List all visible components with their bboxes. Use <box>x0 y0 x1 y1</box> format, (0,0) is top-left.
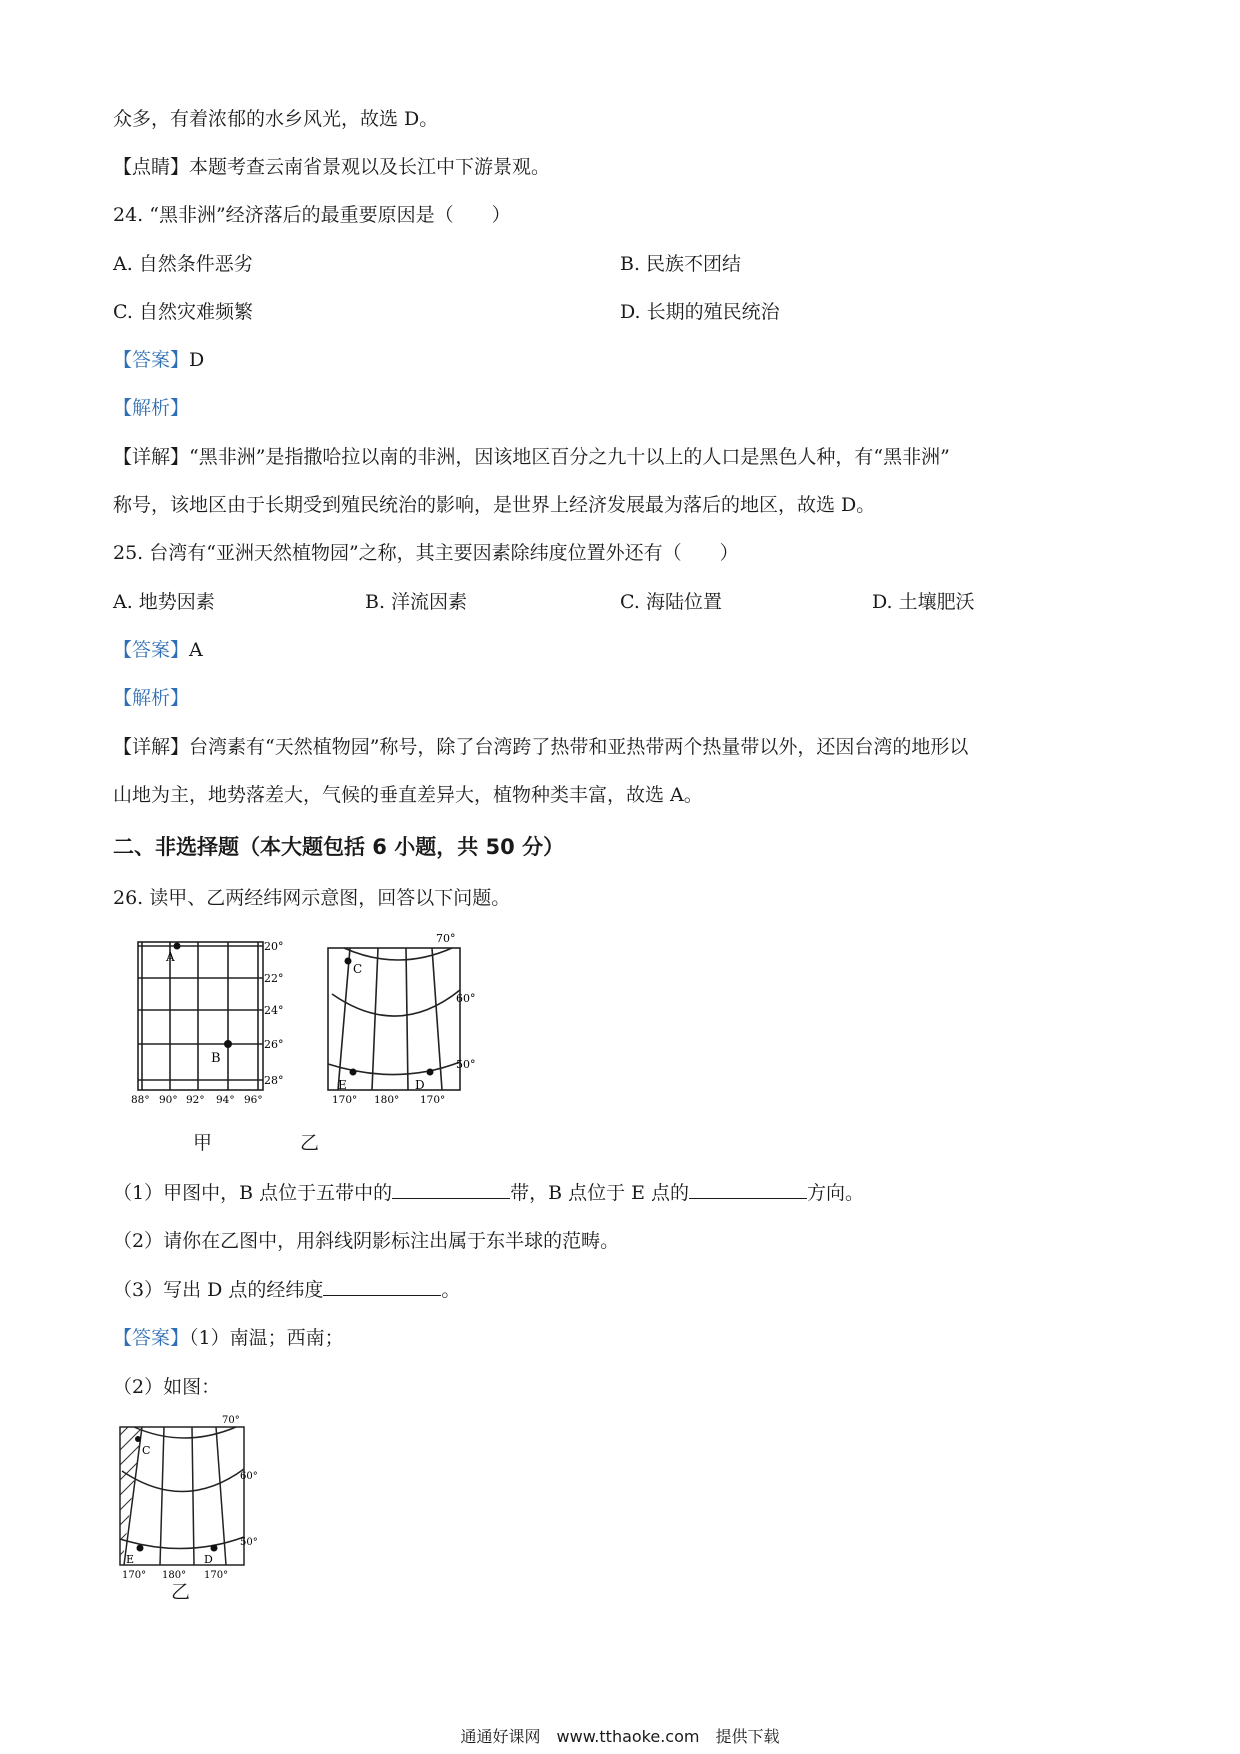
answer-blank[interactable] <box>689 1180 807 1199</box>
yi-point-d-label: D <box>415 1078 425 1092</box>
answer-parallel-70 <box>134 1427 236 1438</box>
answer-blank[interactable] <box>392 1180 510 1199</box>
q26-answer-line <box>113 1324 344 1352</box>
q26-sub3-part-b: 。 <box>441 1279 461 1301</box>
jia-lat-label: 20° <box>264 940 284 953</box>
q24-option-d: D. 长期的殖民统治 <box>620 301 780 323</box>
jia-lon-label: 90° <box>159 1094 178 1106</box>
jia-frame <box>138 942 263 1090</box>
jia-lon-label: 92° <box>186 1094 205 1106</box>
answer-lat-label: 60° <box>240 1471 258 1482</box>
q24-option-b: B. 民族不团结 <box>620 253 742 275</box>
jia-point-a-label: A <box>166 950 175 964</box>
q25-option-a: A. 地势因素 <box>113 591 215 613</box>
jia-point-a-dot <box>174 943 181 950</box>
yi-meridian <box>372 948 378 1090</box>
answer-point-d-label: D <box>204 1553 213 1566</box>
jia-point-b-label: B <box>211 1051 221 1066</box>
yi-meridian <box>406 948 408 1090</box>
continued-text: 众多，有着浓郁的水乡风光，故选 D。 <box>113 108 439 130</box>
q24-stem: 24. “黑非洲”经济落后的最重要原因是（ ） <box>113 204 511 226</box>
answer-graticule-svg <box>112 1413 272 1583</box>
figure-jia <box>130 928 300 1112</box>
jia-lat-label: 24° <box>264 1004 284 1017</box>
q24-option-c: C. 自然灾难频繁 <box>113 301 253 323</box>
yi-parallel-60 <box>332 990 460 1016</box>
answer-meridian <box>160 1427 164 1565</box>
q25-answer-line <box>113 636 203 664</box>
jia-lon-label: 94° <box>216 1094 235 1106</box>
answer-figure-caption: 乙 <box>171 1581 191 1603</box>
page-footer: 通通好课网 www.tthaoke.com 提供下载 <box>460 1727 780 1746</box>
q24-detail-2: 称号，该地区由于长期受到殖民统治的影响，是世界上经济发展最为落后的地区，故选 D。 <box>113 494 876 516</box>
answer-lat-label: 70° <box>222 1415 240 1426</box>
answer-point-d-dot <box>211 1545 218 1552</box>
jia-lat-label: 28° <box>264 1074 284 1087</box>
q25-option-c: C. 海陆位置 <box>620 591 722 613</box>
q26-sub1-part-a: （1）甲图中，B 点位于五带中的 <box>113 1182 393 1204</box>
q24-analysis-tag: 【解析】 <box>113 397 190 419</box>
figure-jia-caption: 甲 <box>193 1132 213 1154</box>
graticule-yi-svg <box>320 928 490 1108</box>
yi-point-d-dot <box>427 1069 434 1076</box>
answer-lon-label: 180° <box>162 1570 187 1581</box>
yi-point-e-label: E <box>338 1078 347 1092</box>
q25-option-d: D. 土壤肥沃 <box>872 591 975 613</box>
answer-lon-label: 170° <box>122 1570 147 1581</box>
jia-lat-label: 22° <box>264 972 284 985</box>
q26-stem: 26. 读甲、乙两经纬网示意图，回答以下问题。 <box>113 887 511 909</box>
answer-tag: 【答案】 <box>113 639 190 661</box>
figure-yi <box>320 928 490 1112</box>
answer-point-c-label: C <box>142 1444 151 1457</box>
answer-parallel-60 <box>122 1469 244 1492</box>
q24-detail-1: 【详解】“黑非洲”是指撒哈拉以南的非洲，因该地区百分之九十以上的人口是黑色人种，有“黑非洲” <box>113 446 950 468</box>
yi-point-c-label: C <box>353 962 363 976</box>
answer-tag: 【答案】 <box>113 1327 190 1349</box>
q26-sub1 <box>113 1179 864 1207</box>
figure-yi-caption: 乙 <box>300 1132 320 1154</box>
q26-sub3 <box>113 1276 460 1304</box>
answer-point-e-dot <box>137 1545 144 1552</box>
jia-lon-label: 88° <box>131 1094 150 1106</box>
q26-answer-1: （1）南温；西南； <box>189 1327 344 1349</box>
yi-lat-label: 60° <box>456 992 476 1005</box>
q25-option-b: B. 洋流因素 <box>365 591 468 613</box>
q25-analysis-tag: 【解析】 <box>113 687 190 709</box>
q24-answer-line <box>113 346 204 374</box>
q25-detail-2: 山地为主，地势落差大，气候的垂直差异大，植物种类丰富，故选 A。 <box>113 784 703 806</box>
section-heading: 二、非选择题（本大题包括 6 小题，共 50 分） <box>113 835 565 859</box>
jia-lat-label: 26° <box>264 1038 284 1051</box>
q26-sub2: （2）请你在乙图中，用斜线阴影标注出属于东半球的范畴。 <box>113 1230 620 1252</box>
dianjing-text: 本题考查云南省景观以及长江中下游景观。 <box>189 156 551 178</box>
q26-answer-2: （2）如图： <box>113 1376 221 1398</box>
q24-answer: D <box>189 349 205 371</box>
jia-point-b-dot <box>224 1040 232 1048</box>
answer-point-e-label: E <box>126 1553 135 1566</box>
q25-answer: A <box>189 639 203 661</box>
dianjing-tag: 【点睛】 <box>113 156 190 178</box>
yi-lon-label: 170° <box>420 1094 446 1106</box>
yi-point-e-dot <box>350 1069 357 1076</box>
q24-option-a: A. 自然条件恶劣 <box>113 253 253 275</box>
yi-parallel-70 <box>344 948 452 960</box>
yi-lon-label: 180° <box>374 1094 400 1106</box>
q25-detail-1: 【详解】台湾素有“天然植物园”称号，除了台湾跨了热带和亚热带两个热量带以外，还因台湾的地形以 <box>113 736 969 758</box>
answer-lon-label: 170° <box>204 1570 229 1581</box>
answer-point-c-dot <box>135 1436 141 1442</box>
q26-sub1-part-b: 带，B 点位于 E 点的 <box>510 1182 690 1204</box>
yi-point-c-dot <box>345 958 352 965</box>
q26-sub3-part-a: （3）写出 D 点的经纬度 <box>113 1279 324 1301</box>
answer-tag: 【答案】 <box>113 349 190 371</box>
answer-lat-label: 50° <box>240 1537 258 1548</box>
answer-figure-yi <box>112 1413 272 1587</box>
yi-lat-label: 50° <box>456 1058 476 1071</box>
dianjing-line <box>113 153 550 181</box>
yi-lon-label: 170° <box>332 1094 358 1106</box>
graticule-jia-svg <box>130 928 300 1108</box>
yi-lat-label: 70° <box>436 932 456 945</box>
jia-lon-label: 96° <box>244 1094 263 1106</box>
answer-blank[interactable] <box>323 1277 441 1296</box>
answer-meridian <box>192 1427 194 1565</box>
q26-sub1-part-c: 方向。 <box>807 1182 865 1204</box>
q25-stem: 25. 台湾有“亚洲天然植物园”之称，其主要因素除纬度位置外还有（ ） <box>113 542 739 564</box>
